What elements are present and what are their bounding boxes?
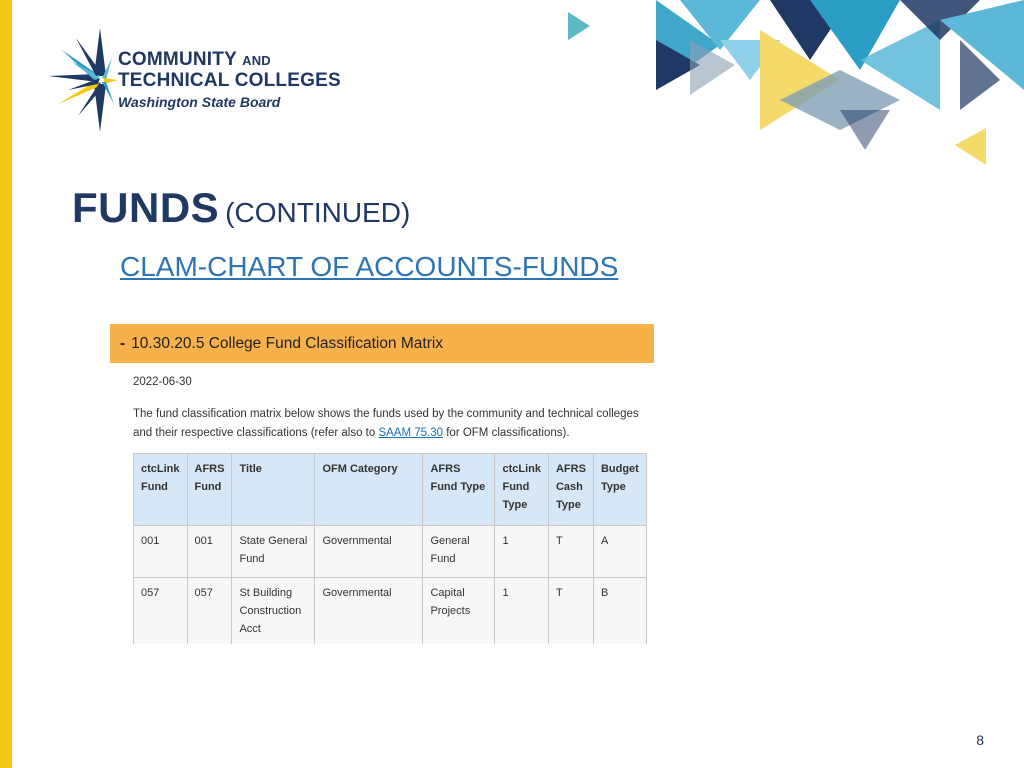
left-accent-bar <box>0 0 12 768</box>
table-cell: 057 <box>134 578 188 645</box>
logo-wordmark <box>118 50 341 109</box>
table-cell: 057 <box>187 578 232 645</box>
table-cell: Governmental <box>315 578 423 645</box>
table-cell: B <box>593 578 646 645</box>
table-cell: Governmental <box>315 526 423 578</box>
logo-community: COMMUNITY <box>118 49 237 70</box>
starburst-icon <box>48 28 128 132</box>
clam-funds-link[interactable]: CLAM-CHART OF ACCOUNTS-FUNDS <box>120 251 619 282</box>
table-cell: State General Fund <box>232 526 315 578</box>
matrix-header-title: 10.30.20.5 College Fund Classification Matrix <box>131 335 444 352</box>
table-cell: General Fund <box>423 526 495 578</box>
table-row <box>134 578 647 645</box>
desc-text-after: for OFM classifications). <box>443 427 570 439</box>
col-header: Budget Type <box>593 454 646 526</box>
saam-link[interactable]: SAAM 75.30 <box>378 427 444 439</box>
college-logo <box>48 28 348 132</box>
col-header: ctcLink Fund Type <box>495 454 549 526</box>
logo-technical-colleges: TECHNICAL COLLEGES <box>118 70 341 91</box>
logo-state-board: Washington State Board <box>118 94 281 110</box>
table-cell: 001 <box>134 526 188 578</box>
table-row <box>134 526 647 578</box>
title-main: FUNDS <box>72 184 220 231</box>
page-number: 8 <box>976 732 984 748</box>
matrix-description <box>133 405 643 443</box>
col-header: AFRS Cash Type <box>548 454 593 526</box>
desc-text-before: The fund classification matrix below shows the funds used by the community and technical colleges and their respective classifications (refer also to <box>133 408 639 439</box>
clam-screenshot <box>110 324 654 646</box>
table-cell: T <box>548 578 593 645</box>
fund-matrix-table <box>133 453 647 644</box>
table-cell: St Building Construction Acct <box>232 578 315 645</box>
title-sub: (CONTINUED) <box>225 197 411 228</box>
collapse-icon[interactable]: - <box>120 335 126 352</box>
table-cell: A <box>593 526 646 578</box>
slide-title <box>72 184 410 232</box>
table-cell: 1 <box>495 526 549 578</box>
col-header: OFM Category <box>315 454 423 526</box>
logo-and: AND <box>242 53 271 68</box>
col-header: AFRS Fund Type <box>423 454 495 526</box>
matrix-date: 2022-06-30 <box>133 376 192 388</box>
col-header: Title <box>232 454 315 526</box>
table-header-row <box>134 454 647 526</box>
col-header: ctcLink Fund <box>134 454 188 526</box>
table-cell: Capital Projects <box>423 578 495 645</box>
decorative-triangles <box>560 0 1024 170</box>
table-cell: T <box>548 526 593 578</box>
table-cell: 001 <box>187 526 232 578</box>
table-cell: 1 <box>495 578 549 645</box>
matrix-header[interactable] <box>110 324 654 363</box>
col-header: AFRS Fund <box>187 454 232 526</box>
